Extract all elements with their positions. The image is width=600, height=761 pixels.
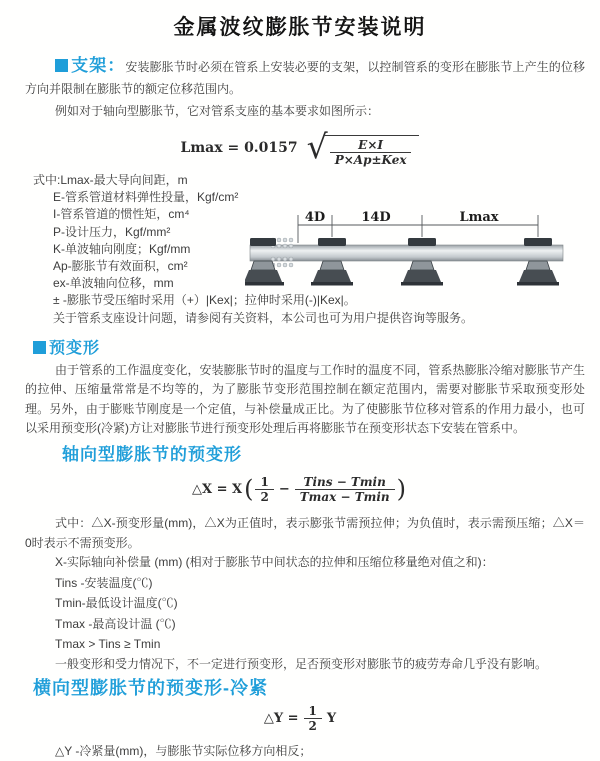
lateral-formula-lhs: △Y =: [263, 711, 299, 727]
section-support-heading: 支架：: [55, 56, 125, 75]
pipe: [250, 245, 563, 261]
support-example-line: 例如对于轴向型膨胀节，它对管系支座的基本要求如图所示：: [55, 104, 380, 118]
lateral-formula-rhs: Y: [326, 711, 337, 727]
axial-formula: [0, 472, 600, 506]
axial-heading: 轴向型膨胀节的预变形: [62, 445, 242, 465]
axial-note-1: 式中：△X-预变形量(mm)，△X为正值时，表示膨张节需预拉伸；为负值时，表示需预压缩；△X＝0时表示不需预变形。: [25, 516, 585, 550]
support-paragraph-text: 安装膨胀节时必须在管系上安装必要的支架，以控制管系的变形在膨胀节上产生的位移方向并限制在膨胀节的额定位移范围内。: [25, 60, 585, 96]
dimension-label-lmax: Lmax: [459, 210, 499, 225]
lmax-formula-lhs: Lmax = 0.0157: [180, 140, 298, 156]
definition-line: I-管系管道的惯性矩，cm⁴: [53, 207, 190, 222]
page-title: 金属波纹膨胀节安装说明: [173, 16, 427, 39]
dimension-label-4d: 4D: [304, 210, 326, 225]
lateral-heading: 横向型膨胀节的预变形-冷紧: [33, 677, 268, 698]
axial-note-3: 一般变形和受力情况下，不一定进行预变形，足否预变形对膨胀节的疲劳寿命几乎没有影响。: [55, 656, 548, 671]
definition-line: Ap-膨胀节有效面积，cm²: [53, 259, 188, 274]
half-denominator: 2: [255, 489, 273, 504]
definition-line: E-管系管道材料弹性投量，Kgf/cm²: [53, 190, 239, 205]
temp-denominator: Tmax − Tmin: [295, 489, 395, 504]
temp-item: Tmax -最高设计温 (℃): [55, 616, 176, 631]
axial-note-2: X-实际轴向补偿量 (mm) (相对于膨胀节中间状态的拉伸和压缩位移量绝对值之和)：: [55, 555, 494, 570]
fraction-numerator: E×I: [358, 137, 383, 152]
document-page: [0, 14, 600, 758]
support-paragraph: [25, 55, 585, 100]
open-paren: (: [244, 475, 254, 504]
close-paren: ): [396, 475, 407, 504]
section-bullet-icon: [33, 341, 46, 354]
sqrt-radical: [306, 126, 420, 167]
temperature-definitions: [0, 573, 600, 655]
section-predeform-heading: 预变形: [33, 339, 600, 359]
minus-operator: −: [278, 481, 290, 497]
lateral-formula: [0, 704, 600, 734]
definition-line: P-设计压力，Kgf/mm²: [53, 224, 171, 239]
section-bullet-icon: [55, 59, 68, 72]
temp-item: Tins -安装温度(℃): [55, 575, 153, 590]
definition-line: ± -膨胀节受压缩时采用（+）|Kex|；拉伸时采用(-)|Kex|。: [53, 293, 356, 308]
sqrt-symbol: √: [306, 126, 328, 166]
lateral-note: △Y -冷紧量(mm)，与膨胀节实际位移方向相反；: [55, 743, 312, 758]
dimension-label-14d: 14D: [361, 210, 391, 225]
temperature-fraction: [295, 475, 395, 504]
sqrt-radicand: [324, 135, 420, 167]
axial-formula-lhs: △X = X: [191, 481, 243, 497]
lmax-formula: [0, 128, 600, 168]
pipe-support-diagram: [245, 209, 597, 302]
temp-inequality: Tmax > Tins ≥ Tmin: [55, 637, 161, 652]
fraction-denominator: P×Ap±Kex: [330, 152, 412, 167]
lmax-fraction: [330, 138, 412, 167]
half-denominator: 2: [304, 718, 322, 733]
temp-item: Tmin-最低设计温度(℃): [55, 596, 178, 611]
definition-line: 关于管系支座设计问题，请参阅有关资料，本公司也可为用户提供咨询等服务。: [53, 310, 474, 325]
half-numerator: 1: [308, 704, 317, 719]
half-numerator: 1: [260, 474, 269, 489]
half-fraction: [255, 475, 273, 504]
predeform-paragraph: 由于管系的工作温度变化，安装膨胀节时的温度与工作时的温度不同，管系热膨胀冷缩对膨胀节产生的拉伸、压缩量常常是不均等的，为了膨胀节变形范围控制在额定范围内，需要对膨胀节采取预变形处理。另外，由于膨账节刚度是一个定值，与补偿量成正比。为了使膨胀节位移对管系的作用力最小，也可以采用预变形(冷紧)方让对膨胀节进行预变形处理后再将膨胀节在预变形状态下安装在管系中。: [25, 362, 585, 436]
temp-numerator: Tins − Tmin: [303, 474, 386, 489]
definition-line: K-单波轴向刚度；Kgf/mm: [53, 241, 191, 256]
definition-line: 式中:Lmax-最大导向间距，m: [33, 173, 188, 187]
definition-line: ex-单波轴向位移，mm: [53, 276, 174, 291]
half-fraction: [304, 704, 322, 733]
